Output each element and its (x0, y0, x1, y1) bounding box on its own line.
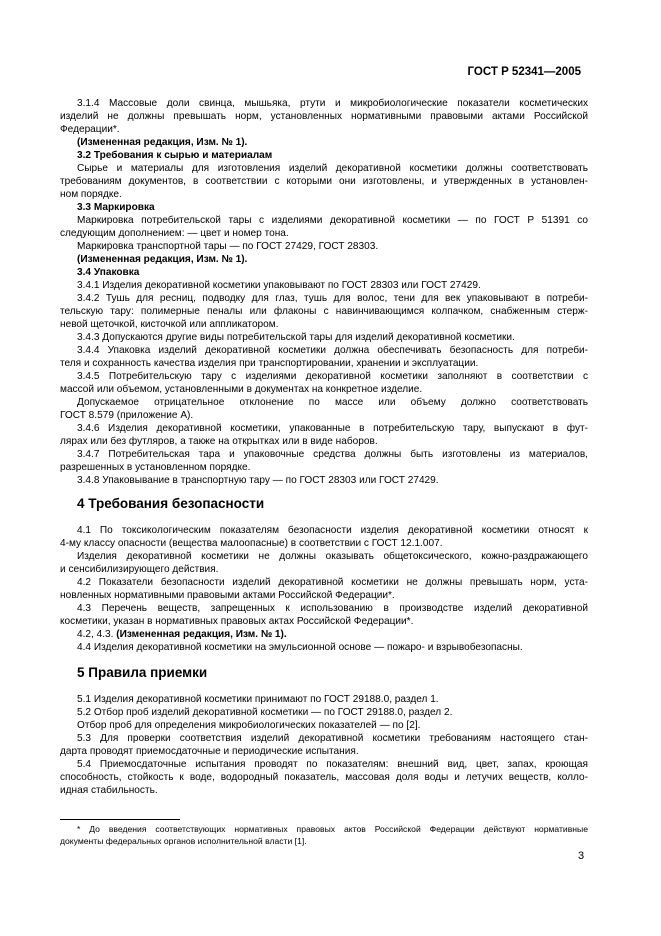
para-4-3-line-2: косметики, указан в нормативных правовых актах Российской Федерации*. (60, 616, 414, 627)
section-3-3-heading: 3.3 Маркировка (77, 202, 155, 213)
para-3-1-4-line-1: 3.1.4 Массовые доли свинца, мышьяка, ртути и микробиологические показатели косметических (77, 98, 588, 109)
amendment-label: (Измененная редакция, Изм. № 1). (116, 629, 287, 640)
para-4-1-line-2: 4-му классу опасности (вещества малоопасные) в соответствии с ГОСТ 12.1.007. (60, 538, 443, 549)
para-5-4-line-2: способность, стойкость к воде, водородный показатель, массовая доля воды и летучих веществ, колло- (60, 772, 588, 783)
para-3-4-5-line-1: 3.4.5 Потребительскую тару с изделиями декоративной косметики заполняют в соответствии с (77, 371, 588, 382)
para-tolerance-line-2: ГОСТ 8.579 (приложение А). (60, 410, 194, 421)
document-header: ГОСТ Р 52341—2005 (467, 66, 581, 78)
para-3-4-1: 3.4.1 Изделия декоративной косметики упаковывают по ГОСТ 28303 или ГОСТ 27429. (77, 280, 481, 291)
amendment-ref: 4.2, 4.3. (77, 629, 114, 640)
para-4-3-line-1: 4.3 Перечень веществ, запрещенных к использованию в производстве изделий декоративной (77, 603, 588, 614)
footnote-separator (60, 819, 180, 820)
para-5-1: 5.1 Изделия декоративной косметики принимают по ГОСТ 29188.0, раздел 1. (77, 694, 439, 705)
para-3-2-line-2: требованиям документов, в соответствии с которыми они изготовлены, и утвержденных в установлен- (60, 176, 588, 187)
para-4-1-line-3: Изделия декоративной косметики не должны оказывать общетоксического, кожно-раздражающего (77, 551, 588, 562)
para-3-4-8: 3.4.8 Упаковывание в транспортную тару — по ГОСТ 28303 или ГОСТ 27429. (77, 475, 439, 486)
section-5-heading: 5 Правила приемки (77, 665, 208, 680)
section-4-heading: 4 Требования безопасности (77, 496, 265, 511)
para-tolerance-line-1: Допускаемое отрицательное отклонение по массе или объему должно соответствовать (77, 397, 588, 408)
section-3-4-heading: 3.4 Упаковка (77, 267, 140, 278)
para-3-1-4-line-2: изделий не должны превышать норм, установленных нормативными правовыми актами Российской (60, 111, 588, 122)
para-4-1-line-4: и сенсибилизирующего действия. (60, 564, 219, 575)
para-3-4-5-line-2: массой или объемом, установленными в документах на конкретное изделие. (60, 384, 423, 395)
para-3-4-3: 3.4.3 Допускаются другие виды потребительской тары для изделий декоративной косметики. (77, 332, 515, 343)
amendment-note: (Измененная редакция, Изм. № 1). (77, 254, 248, 265)
para-5-3-line-2: дарта проводят приемосдаточные и периодические испытания. (60, 746, 359, 757)
para-3-3-line-1: Маркировка потребительской тары с изделиями декоративной косметики — по ГОСТ Р 51391 со (77, 215, 588, 226)
para-3-4-6-line-2: лярах или без футляров, а также на открытках или в виде наборов. (60, 436, 378, 447)
para-4-1-line-1: 4.1 По токсикологическим показателям безопасности изделия декоративной косметики относят к (77, 525, 588, 536)
para-5-3-line-1: 5.3 Для проверки соответствия изделий декоративной косметики требованиям настоящего стан- (77, 733, 588, 744)
para-3-4-4-line-2: теля и сохранность качества изделия при транспортировании, хранении и эксплуатации. (60, 358, 479, 369)
para-5-2: 5.2 Отбор проб изделий декоративной косметики — по ГОСТ 29188.0, раздел 2. (77, 707, 453, 718)
para-4-2-line-2: новленных нормативными правовыми актами Российской Федерации*. (60, 590, 395, 601)
amendment-note-4-2-4-3 (77, 628, 588, 641)
section-3-2-heading: 3.2 Требования к сырью и материалам (77, 150, 273, 161)
para-3-3-line-2: следующим дополнением: — цвет и номер тона. (60, 228, 289, 239)
para-3-2-line-3: ном порядке. (60, 189, 122, 200)
footnote-line-1: * До введения соответствующих нормативных правовых актов Российской Федерации действуют нормативные (77, 824, 588, 834)
para-3-4-6-line-1: 3.4.6 Изделия декоративной косметики, упакованные в потребительскую тару, выпускают в фут- (77, 423, 588, 434)
para-4-4: 4.4 Изделия декоративной косметики на эмульсионной основе — пожаро- и взрывобезопасны. (77, 642, 523, 653)
para-5-2-extra: Отбор проб для определения микробиологических показателей — по [2]. (77, 720, 421, 731)
para-3-4-7-line-1: 3.4.7 Потребительская тара и упаковочные средства должны быть изготовлены из материалов, (77, 449, 588, 460)
footnote-line-2: документы федеральных органов исполнительной власти [1]. (60, 836, 307, 846)
para-5-4-line-3: идная стабильность. (60, 785, 158, 796)
amendment-note: (Измененная редакция, Изм. № 1). (77, 137, 248, 148)
para-3-3-line-3: Маркировка транспортной тары — по ГОСТ 27429, ГОСТ 28303. (77, 241, 379, 252)
para-3-4-2-line-2: тельскую тару: полимерные пеналы или флаконы с навинчивающимся колпачком, снабженным стерж- (60, 306, 588, 317)
page-number: 3 (578, 850, 585, 862)
para-4-2-line-1: 4.2 Показатели безопасности изделий декоративной косметики не должны превышать норм, уста- (77, 577, 588, 588)
para-3-4-7-line-2: разрешенных в установленном порядке. (60, 462, 251, 473)
para-3-2-line-1: Сырье и материалы для изготовления изделий декоративной косметики должны соответствовать (77, 163, 588, 174)
para-3-4-2-line-3: невой щеточкой, кисточкой или аппликатором. (60, 319, 279, 330)
para-5-4-line-1: 5.4 Приемосдаточные испытания проводят по показателям: внешний вид, цвет, запах, кроющая (77, 759, 588, 770)
para-3-4-4-line-1: 3.4.4 Упаковка изделий декоративной косметики должна обеспечивать безопасность для потреби- (77, 345, 588, 356)
para-3-1-4-line-3: Федерации*. (60, 124, 120, 135)
para-3-4-2-line-1: 3.4.2 Тушь для ресниц, подводку для глаз, тушь для волос, тени для век упаковывают в потреби- (77, 293, 588, 304)
